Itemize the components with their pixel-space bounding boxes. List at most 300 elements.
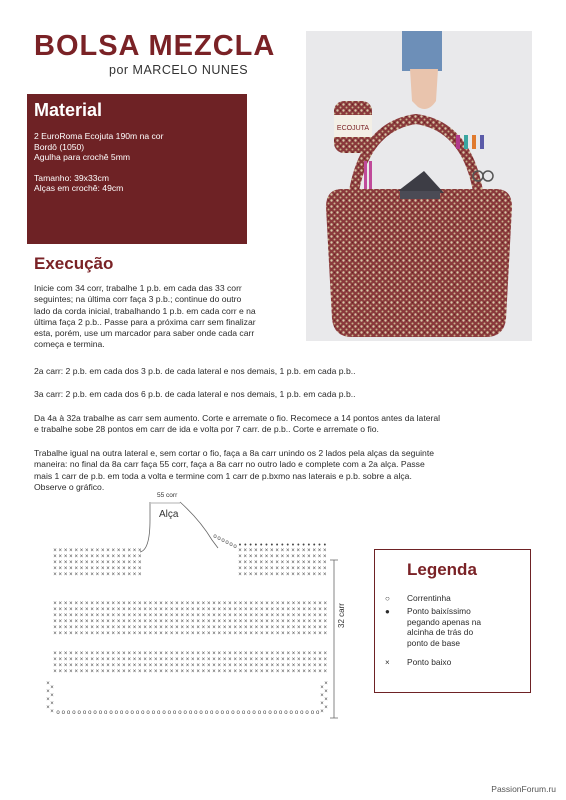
chart-stitch-x: × (122, 572, 126, 578)
chart-stitch-x: × (286, 669, 290, 675)
chart-stitch-x: × (169, 657, 174, 663)
chart-stitch-x: × (291, 601, 296, 607)
chart-stitch-x: × (122, 651, 126, 657)
chart-stitch-x: × (196, 669, 200, 675)
chart-stitch-x: × (159, 601, 163, 607)
chart-stitch-x: × (270, 554, 274, 560)
chart-stitch-x: × (127, 613, 131, 619)
chart-stitch-x: × (185, 625, 190, 631)
chart-stitch-x: × (127, 663, 131, 669)
chart-chain-oval: o (109, 710, 113, 716)
chart-stitch-x: × (323, 560, 327, 566)
chain-oval-icon: ○ (385, 594, 390, 603)
chart-stitch-x: × (175, 669, 179, 675)
chart-stitch-x: × (270, 663, 275, 669)
chart-stitch-x: × (222, 669, 227, 675)
chart-stitch-x: × (148, 607, 153, 613)
chart-stitch-x: × (254, 619, 259, 625)
chart-stitch-x: × (285, 560, 290, 566)
chart-stitch-x: × (280, 548, 285, 554)
chart-stitch-x: × (222, 631, 227, 637)
chart-stitch-x: × (259, 625, 264, 631)
chart-stitch-x: × (50, 701, 54, 707)
chart-stitch-x: × (95, 607, 100, 613)
chart-stitch-x: × (106, 663, 110, 669)
chart-stitch-x: × (264, 554, 269, 560)
chart-stitch-x: × (138, 601, 142, 607)
chart-stitch-x: × (259, 619, 264, 625)
chart-stitch-x: × (127, 607, 131, 613)
chart-stitch-x: × (122, 613, 126, 619)
chart-stitch-x: × (312, 548, 316, 554)
bag-photo (306, 31, 532, 341)
chart-stitch-x: × (138, 607, 142, 613)
chart-stitch-x: × (95, 619, 100, 625)
instruction-line: e trabalhe sobe 28 pontos em carr de ida e volta por 7 carr. de p.b.. Corte e arremate o fio. (34, 424, 379, 435)
chart-stitch-x: × (281, 613, 285, 619)
chart-stitch-x: × (264, 560, 269, 566)
chart-stitch-x: × (95, 601, 100, 607)
chart-stitch-x: × (191, 651, 195, 657)
instruction-line: Inicie com 34 corr, trabalhe 1 p.b. em cada das 33 corr (34, 283, 242, 293)
chart-chain-oval: o (213, 534, 217, 540)
chart-stitch-x: × (318, 657, 322, 663)
chart-stitch-x: × (79, 669, 84, 675)
chart-stitch-x: × (286, 651, 290, 657)
chart-stitch-x: × (291, 619, 296, 625)
chart-stitch-x: × (228, 669, 232, 675)
chart-stitch-x: × (275, 631, 280, 637)
chart-stitch-x: × (285, 548, 290, 554)
chart-stitch-x: × (249, 657, 253, 663)
chart-stitch-x: × (243, 548, 248, 554)
chart-stitch-x: × (296, 572, 301, 578)
chart-stitch-x: × (301, 554, 306, 560)
instruction-paragraph (34, 283, 256, 351)
chart-stitch-x: × (69, 619, 73, 625)
chart-stitch-x: × (270, 548, 274, 554)
chart-stitch-dot: • (318, 542, 321, 549)
chart-stitch-x: × (297, 631, 301, 637)
chart-stitch-x: × (302, 651, 306, 657)
chart-stitch-x: × (148, 669, 153, 675)
chart-stitch-x: × (238, 625, 243, 631)
chart-chain-oval: o (66, 710, 71, 716)
legend-text: Correntinha (407, 593, 451, 603)
chart-stitch-x: × (127, 548, 131, 554)
chart-chain-oval: o (220, 710, 224, 716)
chart-stitch-x: × (58, 663, 63, 669)
chart-stitch-x: × (191, 607, 195, 613)
chart-stitch-x: × (153, 613, 158, 619)
chart-stitch-x: × (153, 651, 158, 657)
chart-stitch-x: × (132, 669, 137, 675)
chart-stitch-x: × (79, 601, 84, 607)
chart-stitch-x: × (302, 631, 306, 637)
chart-chain-oval: o (199, 710, 203, 716)
chart-stitch-x: × (138, 669, 142, 675)
chart-stitch-x: × (238, 548, 242, 554)
chart-stitch-x: × (95, 560, 100, 566)
chart-stitch-x: × (63, 601, 68, 607)
chart-stitch-x: × (196, 619, 200, 625)
chart-chain-oval: o (233, 544, 237, 550)
chart-stitch-x: × (180, 619, 184, 625)
chart-stitch-x: × (312, 613, 317, 619)
chart-stitch-x: × (180, 657, 184, 663)
chart-stitch-x: × (148, 619, 153, 625)
chart-stitch-x: × (307, 601, 312, 607)
chart-stitch-x: × (228, 631, 232, 637)
chart-stitch-x: × (111, 669, 116, 675)
chart-stitch-x: × (196, 607, 200, 613)
chart-stitch-x: × (185, 657, 190, 663)
chart-stitch-x: × (196, 601, 200, 607)
chart-stitch-x: × (301, 548, 306, 554)
chart-stitch-x: × (212, 619, 216, 625)
chart-stitch-x: × (85, 560, 89, 566)
chart-stitch-x: × (85, 663, 89, 669)
chart-stitch-x: × (286, 663, 290, 669)
chart-stitch-x: × (324, 705, 328, 711)
chart-stitch-x: × (291, 651, 296, 657)
chart-stitch-x: × (222, 613, 227, 619)
chart-stitch-x: × (58, 560, 63, 566)
chart-stitch-x: × (222, 657, 227, 663)
chart-chain-oval: o (172, 710, 177, 716)
chart-stitch-x: × (201, 669, 206, 675)
chart-stitch-x: × (153, 619, 158, 625)
chart-stitch-x: × (169, 669, 174, 675)
chart-stitch-x: × (164, 657, 169, 663)
chart-stitch-x: × (180, 651, 184, 657)
chart-stitch-x: × (286, 619, 290, 625)
chart-stitch-x: × (307, 651, 312, 657)
size-line: Alças em crochê: 49cm (34, 183, 124, 194)
chart-stitch-x: × (312, 554, 316, 560)
chart-stitch-x: × (312, 663, 317, 669)
chart-stitch-x: × (201, 607, 206, 613)
chart-stitch-x: × (254, 625, 259, 631)
page-title: BOLSA MEZCLA (34, 30, 276, 62)
chart-stitch-x: × (259, 631, 264, 637)
chart-stitch-x: × (58, 613, 63, 619)
chart-stitch-x: × (233, 657, 237, 663)
chart-stitch-x: × (53, 607, 57, 613)
chart-stitch-x: × (63, 607, 68, 613)
chart-stitch-x: × (127, 619, 131, 625)
chart-stitch-x: × (74, 554, 78, 560)
chart-stitch-x: × (254, 566, 258, 572)
chart-stitch-x: × (69, 613, 73, 619)
chart-stitch-x: × (281, 607, 285, 613)
chart-stitch-x: × (143, 651, 147, 657)
instruction-paragraph (34, 413, 440, 436)
legend-item-slip-stitch (385, 606, 482, 648)
chart-stitch-x: × (270, 572, 274, 578)
chart-stitch-x: × (217, 651, 222, 657)
chart-stitch-x: × (265, 619, 269, 625)
chart-stitch-x: × (259, 572, 263, 578)
chart-stitch-x: × (127, 566, 131, 572)
chart-stitch-x: × (79, 607, 84, 613)
chart-stitch-x: × (312, 631, 317, 637)
chart-chain-oval: o (194, 710, 198, 716)
chart-stitch-x: × (280, 566, 285, 572)
chart-stitch-x: × (275, 625, 280, 631)
chart-stitch-x: × (196, 657, 200, 663)
chart-stitch-x: × (228, 601, 232, 607)
chart-stitch-x: × (153, 625, 158, 631)
chart-stitch-x: × (58, 619, 63, 625)
chart-stitch-x: × (296, 560, 301, 566)
chart-stitch-x: × (138, 572, 142, 578)
chart-stitch-x: × (238, 601, 243, 607)
chart-stitch-x: × (265, 631, 269, 637)
chart-stitch-x: × (53, 613, 57, 619)
slip-stitch-icon: ● (385, 607, 390, 616)
chart-stitch-x: × (122, 631, 126, 637)
chart-stitch-x: × (138, 613, 142, 619)
chart-stitch-x: × (159, 619, 163, 625)
chart-stitch-x: × (318, 631, 322, 637)
chart-stitch-x: × (206, 601, 211, 607)
chart-stitch-x: × (323, 669, 328, 675)
chart-stitch-x: × (53, 631, 57, 637)
chart-stitch-x: × (74, 607, 78, 613)
chart-stitch-x: × (175, 657, 179, 663)
chart-chain-oval: o (252, 710, 256, 716)
chart-stitch-x: × (53, 566, 57, 572)
chart-stitch-x: × (90, 663, 94, 669)
chart-stitch-x: × (191, 669, 195, 675)
chart-stitch-x: × (69, 663, 73, 669)
chart-stitch-x: × (285, 566, 290, 572)
chart-stitch-x: × (249, 601, 253, 607)
chart-stitch-x: × (312, 607, 317, 613)
chart-stitch-x: × (90, 554, 94, 560)
chart-stitch-dot: • (275, 542, 279, 549)
chart-stitch-x: × (164, 625, 169, 631)
chart-stitch-x: × (69, 607, 73, 613)
chart-stitch-x: × (74, 613, 78, 619)
chart-stitch-x: × (275, 554, 279, 560)
chart-chain-oval: o (151, 710, 156, 716)
chart-stitch-x: × (286, 657, 290, 663)
chart-stitch-x: × (63, 651, 68, 657)
chart-stitch-x: × (301, 572, 306, 578)
material-line: Bordô (1050) (34, 141, 85, 152)
chart-stitch-x: × (275, 560, 279, 566)
chart-stitch-x: × (286, 601, 290, 607)
row-3-instruction: 3a carr: 2 p.b. em cada dos 6 p.b. de cada lateral e nos demais, 1 p.b. em cada p.b.. (34, 389, 356, 399)
chart-stitch-x: × (270, 607, 275, 613)
chart-stitch-x: × (95, 613, 100, 619)
chart-stitch-x: × (122, 607, 126, 613)
chart-stitch-x: × (185, 663, 190, 669)
chart-stitch-x: × (312, 566, 316, 572)
chart-stitch-x: × (317, 572, 322, 578)
chart-stitch-x: × (206, 619, 211, 625)
chart-stitch-x: × (175, 607, 179, 613)
chart-stitch-x: × (111, 560, 116, 566)
chart-stitch-x: × (297, 651, 301, 657)
chart-stitch-x: × (111, 657, 116, 663)
chart-stitch-x: × (74, 631, 78, 637)
chart-stitch-x: × (286, 607, 290, 613)
chart-chain-oval: o (72, 710, 76, 716)
chart-stitch-x: × (228, 625, 232, 631)
chart-stitch-x: × (323, 566, 327, 572)
chart-stitch-x: × (291, 663, 296, 669)
chart-stitch-x: × (74, 663, 78, 669)
chart-stitch-x: × (320, 685, 324, 691)
chart-stitch-x: × (238, 566, 242, 572)
chart-stitch-x: × (122, 548, 126, 554)
chart-chain-oval: o (257, 710, 262, 716)
chart-stitch-x: × (90, 572, 94, 578)
chart-stitch-x: × (85, 625, 89, 631)
chart-stitch-x: × (249, 669, 253, 675)
chart-stitch-x: × (259, 566, 263, 572)
chart-stitch-x: × (127, 631, 131, 637)
chart-stitch-x: × (238, 613, 243, 619)
chart-chain-oval: o (82, 710, 87, 716)
instruction-line: seguintes; na última corr faça 3 p.b.; continue do outro (34, 294, 242, 305)
chart-stitch-x: × (323, 631, 328, 637)
chart-stitch-x: × (297, 663, 301, 669)
chart-chain-oval: o (215, 710, 219, 716)
chart-stitch-x: × (63, 663, 68, 669)
chart-stitch-x: × (233, 631, 237, 637)
chart-stitch-x: × (100, 572, 105, 578)
chart-stitch-x: × (69, 631, 73, 637)
chart-stitch-x: × (270, 613, 275, 619)
chart-stitch-x: × (79, 572, 84, 578)
chart-stitch-x: × (53, 548, 57, 554)
chart-stitch-x: × (201, 625, 206, 631)
chart-stitch-x: × (217, 631, 222, 637)
chart-stitch-x: × (116, 651, 121, 657)
chart-stitch-x: × (58, 651, 63, 657)
chart-stitch-x: × (254, 548, 258, 554)
chart-stitch-x: × (50, 693, 54, 699)
chart-stitch-x: × (90, 651, 94, 657)
chart-stitch-x: × (222, 651, 227, 657)
chart-stitch-x: × (153, 631, 158, 637)
chart-stitch-x: × (185, 607, 190, 613)
chart-stitch-x: × (228, 657, 232, 663)
chart-stitch-x: × (307, 607, 312, 613)
chart-stitch-x: × (281, 657, 285, 663)
chart-stitch-x: × (111, 572, 116, 578)
chart-stitch-x: × (185, 601, 190, 607)
chart-stitch-dot: • (307, 542, 311, 549)
chart-stitch-x: × (63, 572, 68, 578)
chart-stitch-x: × (238, 607, 243, 613)
chart-stitch-x: × (244, 651, 248, 657)
chart-stitch-x: × (307, 657, 312, 663)
chart-stitch-x: × (69, 572, 73, 578)
chart-stitch-x: × (196, 631, 200, 637)
instruction-line: esta, porém, use um marcador para saber onde cada carr (34, 328, 255, 339)
chart-stitch-x: × (132, 560, 137, 566)
chart-stitch-x: × (116, 669, 121, 675)
chart-stitch-x: × (323, 657, 328, 663)
chart-stitch-x: × (106, 631, 110, 637)
chart-stitch-x: × (90, 657, 94, 663)
chart-stitch-x: × (264, 566, 269, 572)
chart-stitch-x: × (191, 613, 195, 619)
chart-stitch-x: × (312, 669, 317, 675)
chart-stitch-x: × (217, 663, 222, 669)
chart-stitch-x: × (249, 625, 253, 631)
chart-stitch-x: × (244, 663, 248, 669)
chart-stitch-x: × (317, 554, 322, 560)
chart-stitch-x: × (275, 657, 280, 663)
chart-stitch-x: × (259, 669, 264, 675)
instruction-line: Observe o gráfico. (34, 481, 105, 492)
chart-stitch-x: × (265, 651, 269, 657)
chart-stitch-x: × (318, 607, 322, 613)
chart-stitch-x: × (275, 548, 279, 554)
chart-stitch-x: × (127, 625, 131, 631)
execution-heading: Execução (34, 254, 114, 273)
chart-stitch-x: × (244, 613, 248, 619)
chart-stitch-x: × (79, 631, 84, 637)
chart-stitch-x: × (291, 572, 295, 578)
chart-stitch-x: × (100, 613, 105, 619)
chart-stitch-x: × (63, 554, 68, 560)
chart-stitch-x: × (159, 613, 163, 619)
chart-stitch-x: × (58, 572, 63, 578)
chart-chain-oval: o (294, 710, 299, 716)
chart-stitch-x: × (180, 601, 184, 607)
chart-stitch-x: × (138, 625, 142, 631)
chart-chain-oval: o (210, 710, 214, 716)
chart-stitch-x: × (196, 625, 200, 631)
chart-stitch-x: × (324, 689, 328, 695)
chart-stitch-x: × (296, 554, 301, 560)
chart-stitch-x: × (265, 613, 269, 619)
legend-text: alcinha de trás do (407, 627, 474, 638)
chart-stitch-dot: • (291, 542, 295, 549)
chart-stitch-x: × (90, 607, 94, 613)
chart-stitch-x: × (58, 601, 63, 607)
chart-stitch-x: × (122, 619, 126, 625)
chart-stitch-x: × (79, 560, 84, 566)
chart-stitch-x: × (100, 619, 105, 625)
chart-stitch-x: × (296, 566, 301, 572)
chart-stitch-x: × (132, 566, 137, 572)
chart-stitch-x: × (143, 657, 147, 663)
chart-stitch-x: × (85, 607, 89, 613)
chart-stitch-x: × (228, 613, 232, 619)
chart-stitch-x: × (69, 657, 73, 663)
chart-stitch-x: × (116, 560, 121, 566)
chart-stitch-x: × (138, 560, 142, 566)
chart-stitch-x: × (291, 548, 295, 554)
chart-stitch-x: × (100, 625, 105, 631)
chart-stitch-x: × (164, 663, 169, 669)
chart-stitch-x: × (206, 651, 211, 657)
material-line: Agulha para crochê 5mm (34, 152, 131, 163)
instruction-line: começa e termina. (34, 339, 105, 350)
chart-stitch-x: × (85, 657, 89, 663)
chart-stitch-x: × (323, 619, 328, 625)
chart-stitch-x: × (249, 619, 253, 625)
chart-stitch-x: × (180, 607, 184, 613)
